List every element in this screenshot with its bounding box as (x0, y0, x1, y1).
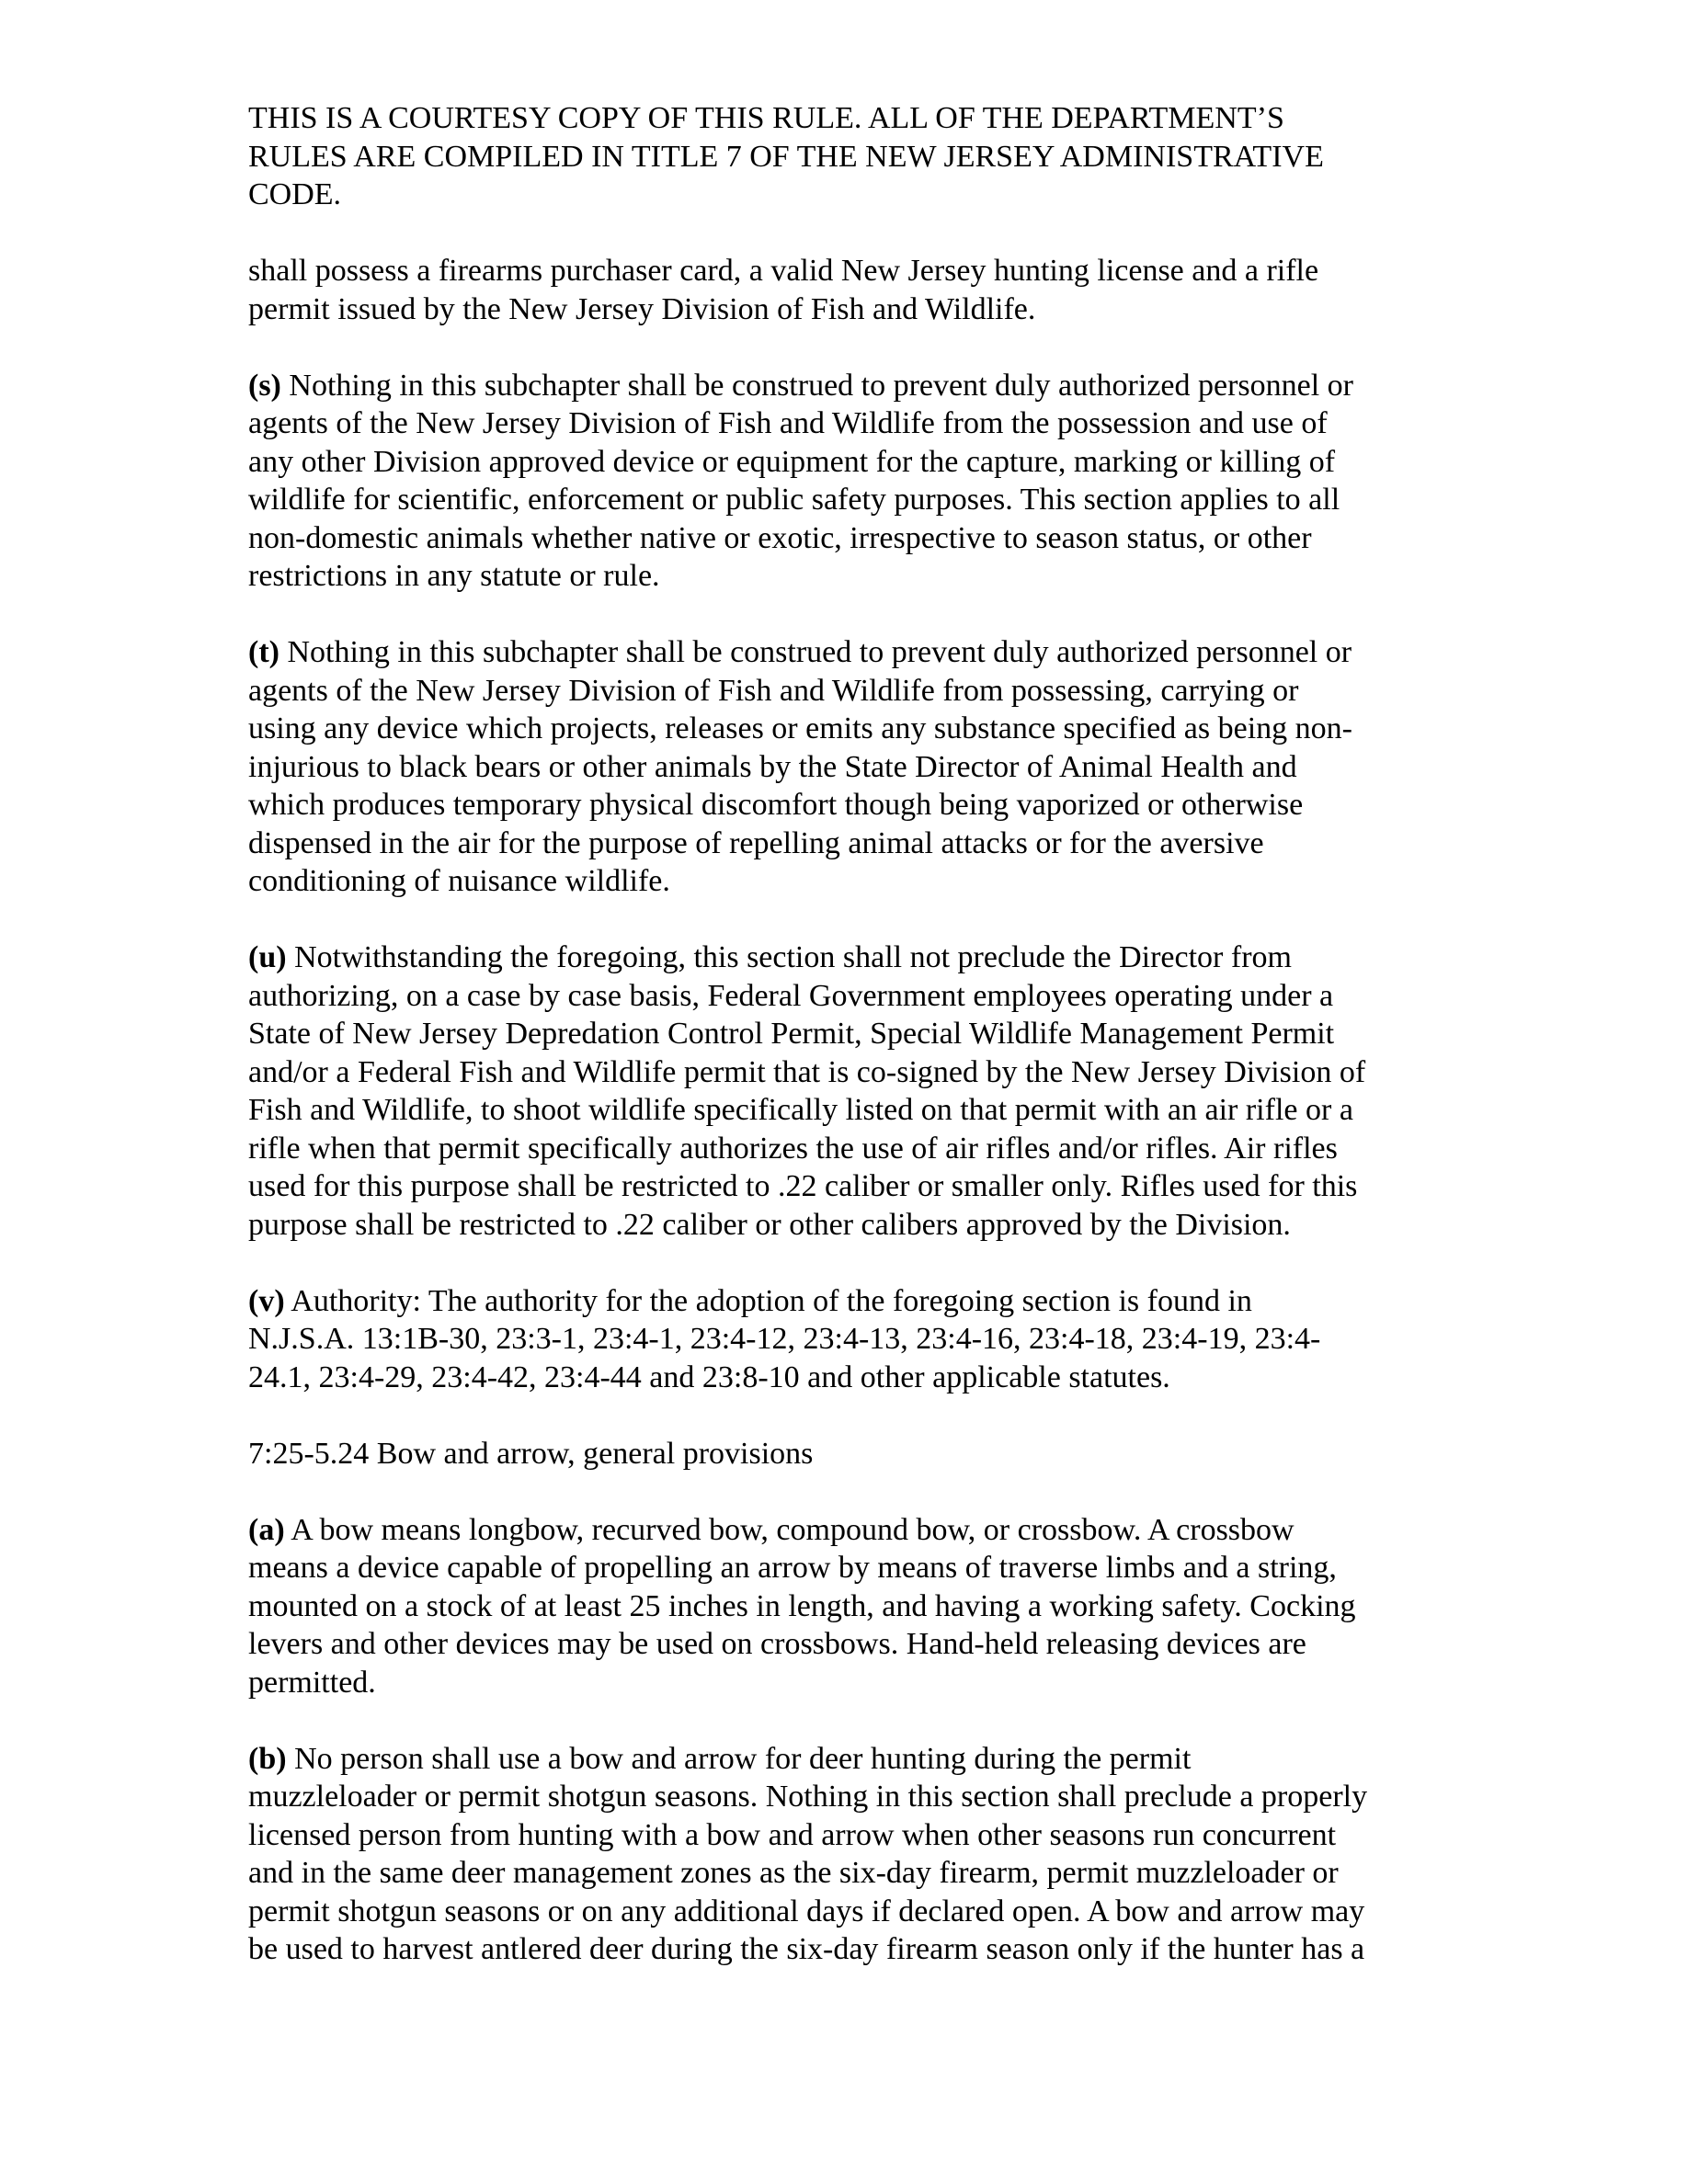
paragraph-marker: (s) (248, 368, 281, 403)
paragraph-text: Nothing in this subchapter shall be construed to prevent duly authorized personnel or (279, 635, 1352, 669)
header-line: RULES ARE COMPILED IN TITLE 7 OF THE NEW JERSEY ADMINISTRATIVE (248, 139, 1324, 174)
paragraph-marker: (t) (248, 635, 279, 669)
paragraph-line: licensed person from hunting with a bow and arrow when other seasons run concurrent (248, 1817, 1337, 1852)
paragraph-v (248, 1282, 1453, 1397)
paragraph-line: levers and other devices may be used on crossbows. Hand-held releasing devices are (248, 1627, 1306, 1661)
paragraph-line: non-domestic animals whether native or exotic, irrespective to season status, or other (248, 520, 1312, 555)
paragraph-t (248, 633, 1453, 901)
paragraph-marker: (b) (248, 1741, 287, 1776)
paragraph-b (248, 1740, 1453, 1969)
paragraph-line: used for this purpose shall be restricted to .22 caliber or smaller only. Rifles used for this (248, 1169, 1358, 1203)
paragraph-line: dispensed in the air for the purpose of repelling animal attacks or for the aversive (248, 825, 1264, 860)
paragraph-text: Authority: The authority for the adoption of the foregoing section is found in (284, 1283, 1252, 1318)
paragraph-line: permit shotgun seasons or on any additional days if declared open. A bow and arrow may (248, 1894, 1365, 1928)
paragraph-text: Notwithstanding the foregoing, this section shall not preclude the Director from (286, 940, 1292, 974)
paragraph-line (248, 367, 1453, 405)
paragraph-marker: (u) (248, 940, 287, 974)
continuation-paragraph (248, 252, 1453, 328)
paragraph-line: using any device which projects, releases or emits any substance specified as being non- (248, 711, 1352, 745)
paragraph-line: which produces temporary physical discomfort though being vaporized or otherwise (248, 788, 1304, 822)
paragraph-line: agents of the New Jersey Division of Fish and Wildlife from the possession and use of (248, 406, 1328, 440)
courtesy-header (248, 99, 1453, 214)
paragraph-line: Fish and Wildlife, to shoot wildlife specifically listed on that permit with an air rifle or a (248, 1093, 1353, 1127)
paragraph-marker: (a) (248, 1512, 285, 1547)
paragraph-a (248, 1511, 1453, 1702)
paragraph-text: A bow means longbow, recurved bow, compound bow, or crossbow. A crossbow (284, 1512, 1295, 1547)
paragraph-marker: (v) (248, 1283, 285, 1318)
paragraph-line: State of New Jersey Depredation Control Permit, Special Wildlife Management Permit (248, 1017, 1335, 1051)
paragraph-text: Nothing in this subchapter shall be construed to prevent duly authorized personnel or (280, 368, 1354, 403)
paragraph-u (248, 938, 1453, 1244)
paragraph-line: mounted on a stock of at least 25 inches in length, and having a working safety. Cocking (248, 1588, 1356, 1623)
paragraph-line: authorizing, on a case by case basis, Federal Government employees operating under a (248, 978, 1334, 1013)
paragraph-line: muzzleloader or permit shotgun seasons. Nothing in this section shall preclude a properly (248, 1780, 1368, 1814)
paragraph-line: injurious to black bears or other animals by the State Director of Animal Health and (248, 749, 1297, 784)
paragraph-line (248, 938, 1453, 977)
section-heading (248, 1435, 1453, 1473)
paragraph-text: No person shall use a bow and arrow for deer hunting during the permit (286, 1741, 1192, 1776)
paragraph-line: be used to harvest antlered deer during the six-day firearm season only if the hunter has a (248, 1932, 1365, 1966)
paragraph-line (248, 633, 1453, 672)
document-page (248, 99, 1453, 2007)
paragraph-line: permitted. (248, 1665, 376, 1700)
paragraph-line: agents of the New Jersey Division of Fish and Wildlife from possessing, carrying or (248, 673, 1299, 708)
paragraph-line: conditioning of nuisance wildlife. (248, 864, 670, 898)
paragraph-line (248, 1740, 1453, 1779)
paragraph-line: N.J.S.A. 13:1B-30, 23:3-1, 23:4-1, 23:4-12, 23:4-13, 23:4-16, 23:4-18, 23:4-19, 23:4- (248, 1322, 1321, 1356)
paragraph-line: permit issued by the New Jersey Division of Fish and Wildlife. (248, 291, 1036, 326)
header-line: THIS IS A COURTESY COPY OF THIS RULE. ALL OF THE DEPARTMENT’S (248, 101, 1284, 135)
paragraph-line: purpose shall be restricted to .22 caliber or other calibers approved by the Division. (248, 1207, 1291, 1242)
paragraph-line: rifle when that permit specifically authorizes the use of air rifles and/or rifles. Air rifles (248, 1131, 1338, 1166)
paragraph-line: shall possess a firearms purchaser card, a valid New Jersey hunting license and a rifle (248, 254, 1319, 288)
paragraph-s (248, 367, 1453, 596)
paragraph-line: restrictions in any statute or rule. (248, 559, 660, 593)
paragraph-line: and/or a Federal Fish and Wildlife permit that is co-signed by the New Jersey Division of (248, 1054, 1366, 1089)
paragraph-line (248, 1511, 1453, 1550)
paragraph-line: 24.1, 23:4-29, 23:4-42, 23:4-44 and 23:8-10 and other applicable statutes. (248, 1359, 1170, 1394)
section-heading-text: 7:25-5.24 Bow and arrow, general provisions (248, 1436, 814, 1471)
paragraph-line: means a device capable of propelling an arrow by means of traverse limbs and a string, (248, 1551, 1337, 1585)
paragraph-line: and in the same deer management zones as the six-day firearm, permit muzzleloader or (248, 1856, 1339, 1890)
header-line: CODE. (248, 177, 342, 211)
paragraph-line (248, 1282, 1453, 1321)
paragraph-line: wildlife for scientific, enforcement or public safety purposes. This section applies to all (248, 483, 1340, 517)
paragraph-line: any other Division approved device or equipment for the capture, marking or killing of (248, 444, 1336, 479)
